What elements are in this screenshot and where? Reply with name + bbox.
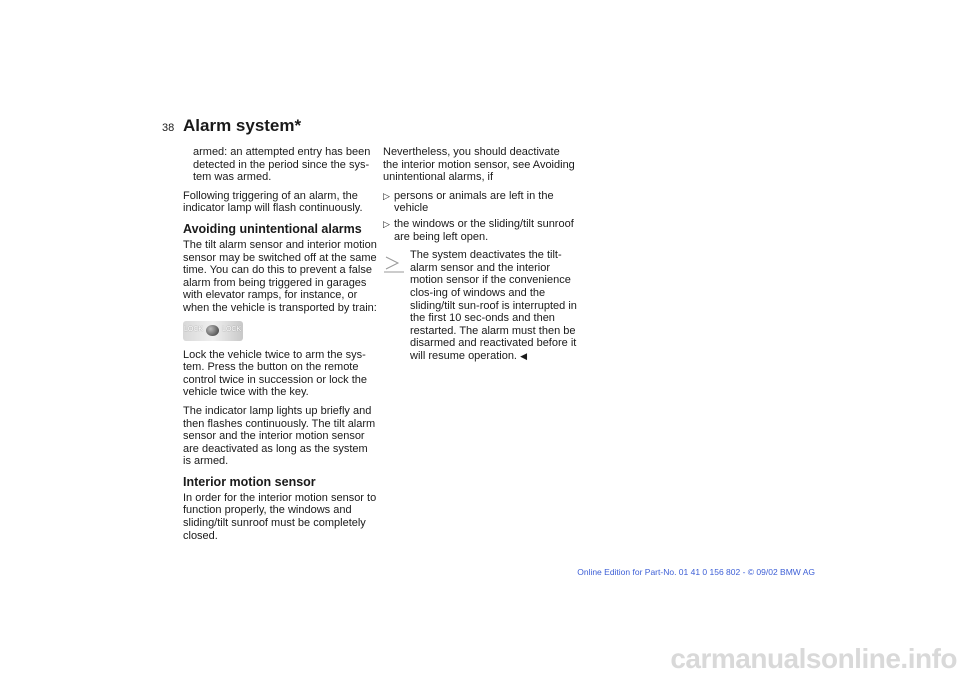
- interior-sensor-paragraph: In order for the interior motion sensor to function properly, the windows and sliding/tilt sunroof must be completely closed.: [183, 491, 377, 542]
- bullet-triangle-icon: ▷: [383, 190, 390, 201]
- bullet-triangle-icon: ▷: [383, 218, 390, 229]
- page-number: 38: [162, 122, 175, 134]
- list-item: [383, 218, 578, 243]
- avoid-alarms-paragraph: The tilt alarm sensor and interior motion sensor may be switched off at the same time. You can do this to prevent a false alarm from being triggered in garages with elevator ramps, for instance, or when the vehicle is transported by train:: [183, 238, 377, 314]
- page-title: Alarm system*: [183, 116, 302, 135]
- lock-twice-paragraph: Lock the vehicle twice to arm the sys-tem. Press the button on the remote control twice in succession or lock the vehicle twice with the key.: [183, 348, 368, 399]
- deactivate-bullet-list: [383, 190, 578, 243]
- deactivate-intro-paragraph: Nevertheless, you should deactivate the interior motion sensor, see Avoiding unintentional alarms, if: [383, 146, 575, 184]
- bullet-text: the windows or the sliding/tilt sunroof are being left open.: [394, 217, 574, 243]
- armed-continuation-paragraph: armed: an attempted entry has been detected in the period since the sys-tem was armed.: [193, 146, 371, 184]
- interior-sensor-heading: Interior motion sensor: [183, 474, 316, 489]
- right-column: [383, 146, 578, 367]
- after-trigger-paragraph: Following triggering of an alarm, the indicator lamp will flash continuously.: [183, 189, 363, 215]
- note-text: The system deactivates the tilt-alarm sensor and the interior motion sensor if the convenience clos-ing of windows and the sliding/tilt sun-roof is interrupted in the first 10 sec-onds and then restarted. The alarm must then be disarmed and reactivated before it will resume operation.: [410, 249, 577, 362]
- lock-label-right: LOCK: [222, 326, 242, 334]
- bullet-text: persons or animals are left in the vehicle: [394, 189, 554, 215]
- avoid-alarms-heading: Avoiding unintentional alarms: [183, 221, 362, 236]
- footer-edition: Online Edition for Part-No. 01 41 0 156 802 - © 09/02 BMW AG: [577, 567, 815, 577]
- note-block: [383, 249, 578, 362]
- watermark: carmanualsonline.info: [670, 643, 957, 674]
- note-icon: [383, 251, 405, 273]
- indicator-paragraph: The indicator lamp lights up briefly and then flashes continuously. The tilt alarm sensor and the interior motion sensor are deactivated as long as the system is armed.: [183, 404, 376, 468]
- lock-label-left: LOCK: [184, 326, 204, 334]
- list-item: [383, 190, 578, 215]
- remote-lock-button-image: [183, 321, 243, 341]
- end-mark-icon: ◀: [520, 350, 527, 361]
- left-column: [183, 146, 378, 548]
- key-button-icon: [206, 325, 219, 336]
